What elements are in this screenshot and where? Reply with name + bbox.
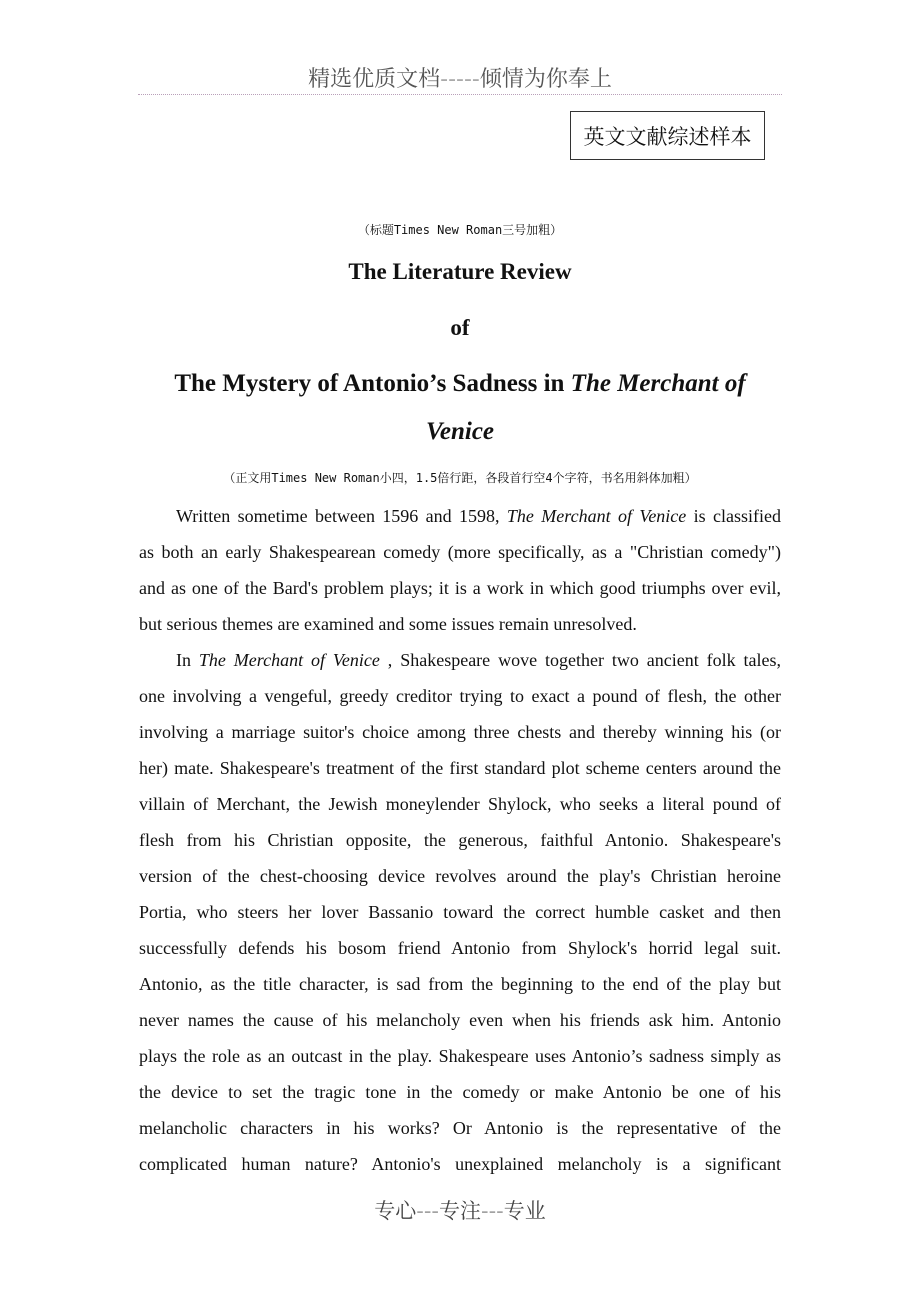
body-text-segment: successfully defends his bosom friend Antonio from Shylock's horrid legal suit.: [139, 938, 781, 958]
paragraph-2-line: [139, 934, 781, 970]
body-format-note: （正文用Times New Roman小四，1.5倍行距，各段首行空4个字符，书名用斜体加粗）: [223, 471, 697, 485]
body-text: [139, 502, 781, 1186]
body-text-segment: her) mate. Shakespeare's treatment of the first standard plot scheme centers around the: [139, 758, 781, 778]
paragraph-2-line: [139, 898, 781, 934]
paragraph-2-line: [139, 1042, 781, 1078]
body-text-segment: the device to set the tragic tone in the comedy or make Antonio be one of his: [139, 1082, 781, 1102]
body-text-segment: never names the cause of his melancholy even when his friends ask him. Antonio: [139, 1010, 781, 1030]
body-text-segment: is classified: [686, 506, 782, 526]
body-text-segment: melancholic characters in his works? Or Antonio is the representative of the: [139, 1118, 781, 1138]
title-line-3: [0, 370, 920, 398]
body-text-segment: as both an early Shakespearean comedy (more specifically, as a "Christian comedy"): [139, 542, 781, 562]
paragraph-2-line: [139, 718, 781, 754]
paragraph-1-line: [139, 502, 781, 538]
header-divider: [138, 94, 782, 95]
title-line-2: of: [450, 315, 470, 340]
paragraph-2-line: [139, 862, 781, 898]
body-text-segment: but serious themes are examined and some issues remain unresolved.: [139, 614, 637, 634]
title-plain: The Mystery of Antonio’s Sadness in: [174, 370, 571, 397]
body-text-segment: Antonio, as the title character, is sad from the beginning to the end of the play but: [139, 974, 781, 994]
paragraph-2-line: [139, 1114, 781, 1150]
body-text-segment: In: [176, 650, 199, 670]
page-footer: 专心---专注---专业: [374, 1199, 546, 1223]
paragraph-2-line: [139, 754, 781, 790]
paragraph-2-line: [139, 826, 781, 862]
body-text-segment: Portia, who steers her lover Bassanio toward the correct humble casket and then: [139, 902, 781, 922]
paragraph-1-line: [139, 574, 781, 610]
body-text-segment: complicated human nature? Antonio's unexplained melancholy is a significant: [139, 1154, 781, 1174]
body-text-segment: and as one of the Bard's problem plays; it is a work in which good triumphs over evil,: [139, 578, 781, 598]
title-italic: The Merchant of: [570, 370, 746, 397]
book-title-text: The Merchant of Venice: [506, 506, 687, 526]
paragraph-2-line: [139, 1078, 781, 1114]
body-text-segment: Written sometime between 1596 and 1598,: [176, 506, 507, 526]
page-header: 精选优质文档-----倾情为你奉上: [308, 67, 612, 92]
book-title-text: The Merchant of Venice: [198, 650, 380, 670]
body-text-segment: , Shakespeare wove together two ancient folk tales,: [379, 650, 782, 670]
body-text-segment: involving a marriage suitor's choice among three chests and thereby winning his (or: [139, 722, 781, 742]
paragraph-2-line: [139, 790, 781, 826]
paragraph-2-line: [139, 1006, 781, 1042]
sample-badge: 英文文献综述样本: [570, 111, 765, 160]
paragraph-2-line: [139, 682, 781, 718]
paragraph-2-line: [139, 646, 781, 682]
title-line-1: The Literature Review: [348, 259, 572, 284]
paragraph-1-line: [139, 610, 781, 646]
title-format-note: （标题Times New Roman三号加粗）: [357, 223, 563, 237]
body-text-segment: version of the chest-choosing device revolves around the play's Christian heroine: [139, 866, 781, 886]
body-text-segment: villain of Merchant, the Jewish moneylender Shylock, who seeks a literal pound of: [139, 794, 781, 814]
paragraph-2-line: [139, 1150, 781, 1186]
paragraph-2-line: [139, 970, 781, 1006]
paragraph-1-line: [139, 538, 781, 574]
body-text-segment: one involving a vengeful, greedy creditor trying to exact a pound of flesh, the other: [139, 686, 781, 706]
title-line-4: Venice: [425, 418, 495, 445]
body-text-segment: flesh from his Christian opposite, the generous, faithful Antonio. Shakespeare's: [139, 830, 781, 850]
body-text-segment: plays the role as an outcast in the play. Shakespeare uses Antonio’s sadness simply as: [139, 1046, 781, 1066]
